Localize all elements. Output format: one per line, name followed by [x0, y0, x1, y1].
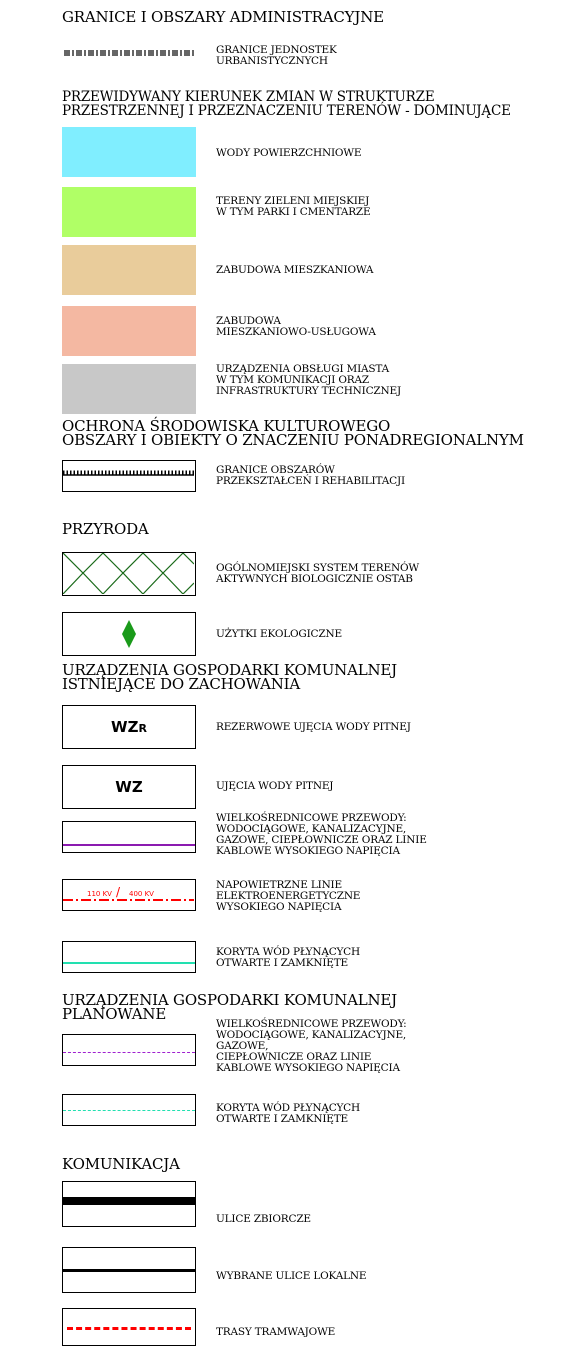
legend-symbol-reserve-water — [62, 705, 196, 749]
legend-swatch-green — [62, 187, 196, 237]
legend-symbol-collector-streets — [62, 1181, 196, 1227]
legend-label-tram: TRASY TRAMWAJOWE — [216, 1326, 336, 1338]
legend-swatch-water — [62, 127, 196, 177]
tram-line — [67, 1327, 191, 1330]
legend-label-pipes-planned: WIELKOŚREDNICOWE PRZEWODY: WODOCIĄGOWE, KANALIZACYJNE, GAZOWE, CIEPŁOWNICZE ORAZ LINIE KABLOWE WYSOKIEGO NAPIĘCIA — [216, 1018, 407, 1074]
svg-text:110 KV: 110 KV — [87, 890, 112, 898]
legend-label-water-intake: UJĘCIA WODY PITNEJ — [216, 780, 334, 792]
section-title-transport: KOMUNIKACJA — [62, 1155, 180, 1173]
planned-pipe-line — [63, 1052, 195, 1053]
section-title-culture: OCHRONA ŚRODOWISKA KULTUROWEGO OBSZARY I OBIEKTY O ZNACZENIU PONADREGIONALNYM — [62, 417, 524, 449]
section-title-admin: GRANICE I OBSZARY ADMINISTRACYJNE — [62, 8, 384, 26]
legend-symbol-local-streets — [62, 1247, 196, 1293]
legend-swatch-residential — [62, 245, 196, 295]
hatched-boundary-line — [63, 461, 194, 490]
legend-symbol-pipes — [62, 821, 196, 853]
legend-label-local-streets: WYBRANE ULICE LOKALNE — [216, 1270, 367, 1282]
legend-label-rivers-planned: KORYTA WÓD PŁYNĄCYCH OTWARTE I ZAMKNIĘTE — [216, 1102, 360, 1125]
legend-symbol-bio-system — [62, 552, 196, 596]
pipe-line — [63, 844, 195, 846]
legend-symbol-rivers-planned — [62, 1094, 196, 1126]
section-title-utilities: URZĄDZENIA GOSPODARKI KOMUNALNEJ ISTNIEJĄCE DO ZACHOWANIA — [62, 661, 397, 693]
legend-label-collector-streets: ULICE ZBIORCZE — [216, 1213, 311, 1225]
section-title-nature: PRZYRODA — [62, 520, 149, 538]
svg-text:/: / — [116, 885, 121, 899]
legend-swatch-mixed — [62, 306, 196, 356]
legend-label-overhead-lines: NAPOWIETRZNE LINIE ELEKTROENERGETYCZNE WYSOKIEGO NAPIĘCIA — [216, 879, 361, 913]
green-diamond-icon — [63, 613, 194, 654]
legend-symbol-rivers — [62, 941, 196, 973]
crosshatch-pattern — [63, 553, 194, 594]
legend-label-eco-land: UŻYTKI EKOLOGICZNE — [216, 628, 342, 640]
legend-symbol-urban-unit-boundary — [62, 44, 196, 62]
svg-text:400 KV: 400 KV — [129, 890, 154, 898]
legend-label-reserve-water: REZERWOWE UJĘCIA WODY PITNEJ — [216, 721, 411, 733]
water-intake-code: WZ — [115, 778, 143, 796]
legend-swatch-city-services — [62, 364, 196, 414]
legend-label-transformation-boundary: GRANICE OBSZARÓW PRZEKSZTAŁCEŃ I REHABILITACJI — [216, 464, 405, 487]
legend-symbol-overhead-lines — [62, 879, 196, 911]
legend-label-rivers: KORYTA WÓD PŁYNĄCYCH OTWARTE I ZAMKNIĘTE — [216, 946, 360, 969]
overhead-power-line — [63, 880, 194, 909]
section-title-dominant: PRZEWIDYWANY KIERUNEK ZMIAN W STRUKTURZE PRZESTRZENNEJ I PRZEZNACZENIU TERENÓW - DOMINUJĄCE — [62, 89, 511, 119]
legend-label-green: TERENY ZIELENI MIEJSKIEJ W TYM PARKI I CMENTARZE — [216, 195, 371, 218]
legend-symbol-eco-land — [62, 612, 196, 656]
legend-symbol-pipes-planned — [62, 1034, 196, 1066]
legend-symbol-water-intake — [62, 765, 196, 809]
collector-street-line — [63, 1197, 195, 1205]
legend-label-bio-system: OGÓLNOMIEJSKI SYSTEM TERENÓW AKTYWNYCH BIOLOGICZNIE OSTAB — [216, 562, 419, 585]
legend-label-residential: ZABUDOWA MIESZKANIOWA — [216, 264, 374, 276]
reserve-water-code: WZR — [111, 718, 147, 736]
legend-symbol-transformation-boundary — [62, 460, 196, 492]
legend-label-mixed: ZABUDOWA MIESZKANIOWO-USŁUGOWA — [216, 315, 376, 338]
legend-symbol-tram — [62, 1308, 196, 1346]
section-title-planned: URZĄDZENIA GOSPODARKI KOMUNALNEJ PLANOWANE — [62, 991, 397, 1023]
legend-label-pipes: WIELKOŚREDNICOWE PRZEWODY: WODOCIĄGOWE, KANALIZACYJNE, GAZOWE, CIEPŁOWNICZE ORAZ LINIE KABLOWE WYSOKIEGO NAPIĘCIA — [216, 812, 427, 857]
legend-label-water: WODY POWIERZCHNIOWE — [216, 147, 362, 159]
planned-river-line — [63, 1110, 195, 1111]
legend-label-city-services: URZĄDZENIA OBSŁUGI MIASTA W TYM KOMUNIKACJI ORAZ INFRASTRUKTURY TECHNICZNEJ — [216, 363, 401, 397]
river-line — [63, 962, 195, 964]
dash-dot-gray-line — [62, 44, 196, 62]
legend-label-urban-unit-boundary: GRANICE JEDNOSTEK URBANISTYCZNYCH — [216, 44, 337, 67]
local-street-line — [63, 1269, 195, 1272]
